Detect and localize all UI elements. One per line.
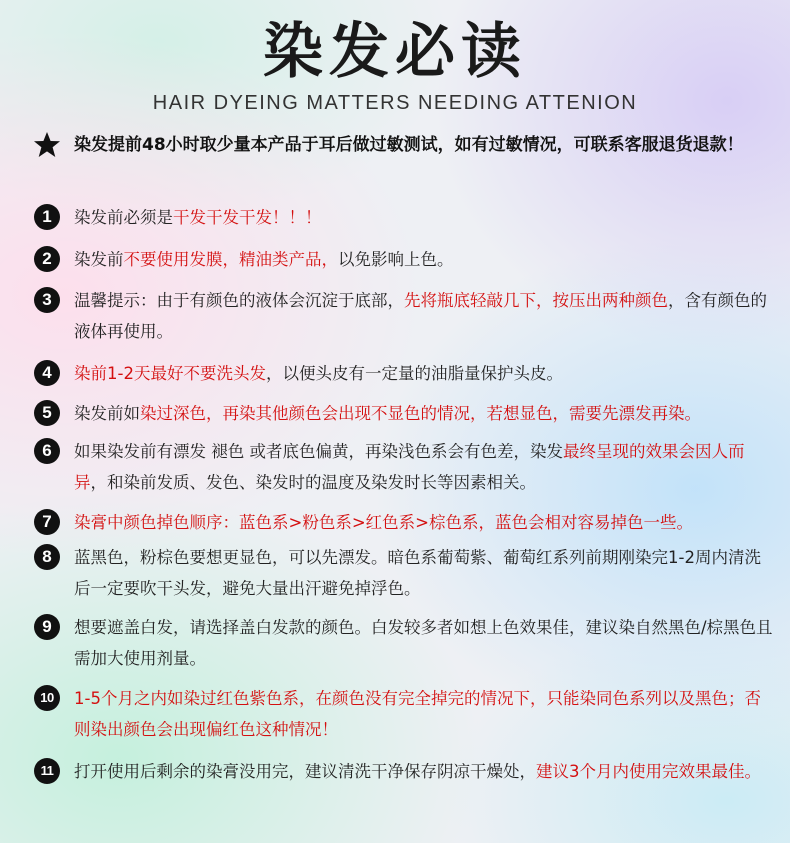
number-5-icon: 5 xyxy=(34,400,60,426)
notice-text-part: 染发前必须是 xyxy=(74,208,173,227)
notice-text xyxy=(74,683,774,745)
notice-text xyxy=(74,436,774,498)
number-8-icon: 8 xyxy=(34,544,60,570)
notice-item-9 xyxy=(34,612,774,674)
notice-text xyxy=(74,756,774,787)
notice-item-1 xyxy=(34,202,774,233)
notice-text-highlight: 染过深色，再染其他颜色会出现不显色的情况，若想显色，需要先漂发再染。 xyxy=(140,404,701,423)
page-title: 染发必读 xyxy=(263,17,527,87)
notice-text-part: 染发前如 xyxy=(74,404,140,423)
notice-item-2 xyxy=(34,244,774,275)
number-10-icon: 10 xyxy=(34,685,60,711)
notice-text xyxy=(74,130,774,161)
number-3-icon: 3 xyxy=(34,287,60,313)
notice-text-highlight: 不要使用发膜，精油类产品， xyxy=(123,250,338,269)
notice-text xyxy=(74,398,774,429)
notice-item-8 xyxy=(34,542,774,604)
notice-item-6 xyxy=(34,436,774,498)
notice-item-5 xyxy=(34,398,774,429)
notice-text-highlight: 染膏中颜色掉色顺序：蓝色系>粉色系>红色系>棕色系，蓝色会相对容易掉色一些。 xyxy=(74,513,693,532)
notice-text-part: 如果染发前有漂发 褪色 或者底色偏黄，再染浅色系会有色差，染发 xyxy=(74,442,563,461)
notice-text-highlight: 建议3个月内使用完效果最佳。 xyxy=(536,762,761,781)
notice-text-highlight: 染前1-2天最好不要洗头发 xyxy=(74,364,266,383)
notice-text-part: ，含有颜色的液体再使用。 xyxy=(74,291,767,341)
notice-text xyxy=(74,202,774,233)
notice-text-part: 以免影响上色。 xyxy=(338,250,454,269)
notice-text-highlight: 最终呈现的效果会因人而异 xyxy=(74,442,745,492)
notice-text-highlight: 先将瓶底轻敲几下，按压出两种颜色 xyxy=(404,291,668,310)
notice-item-4 xyxy=(34,358,774,389)
number-11-icon: 11 xyxy=(34,758,60,784)
notice-text xyxy=(74,244,774,275)
number-7-icon: 7 xyxy=(34,509,60,535)
notice-text-part: ，和染前发质、发色、染发时的温度及染发时长等因素相关。 xyxy=(90,473,536,492)
notice-item-allergy-test xyxy=(34,130,774,161)
notice-text-part: 染发前 xyxy=(74,250,124,269)
notice-text-part: ，以便头皮有一定量的油脂量保护头皮。 xyxy=(265,364,563,383)
notice-text-part: 蓝黑色，粉棕色要想更显色，可以先漂发。暗色系葡萄紫、葡萄红系列前期刚染完1-2周内清洗后一定要吹干头发，避免大量出汗避免掉浮色。 xyxy=(74,548,761,598)
notice-text-part: 染发提前48小时取少量本产品于耳后做过敏测试，如有过敏情况，可联系客服退货退款！ xyxy=(74,135,744,155)
notice-text-highlight: 1-5个月之内如染过红色紫色系，在颜色没有完全掉完的情况下，只能染同色系列以及黑色；否则染出颜色会出现偏红色这种情况！ xyxy=(74,689,761,739)
notice-text-part: 温馨提示：由于有颜色的液体会沉淀于底部， xyxy=(74,291,404,310)
notice-text xyxy=(74,507,774,538)
star-icon xyxy=(32,130,62,160)
notice-text-part: 想要遮盖白发，请选择盖白发款的颜色。白发较多者如想上色效果佳，建议染自然黑色/棕黑色且需加大使用剂量。 xyxy=(74,618,773,668)
notice-item-11 xyxy=(34,756,774,787)
notice-text-highlight: 干发干发干发！！！ xyxy=(173,208,322,227)
notice-item-10 xyxy=(34,683,774,745)
notice-text xyxy=(74,358,774,389)
page-subtitle: HAIR DYEING MATTERS NEEDING ATTENION xyxy=(152,92,638,114)
number-2-icon: 2 xyxy=(34,246,60,272)
number-4-icon: 4 xyxy=(34,360,60,386)
notice-text-part: 打开使用后剩余的染膏没用完，建议清洗干净保存阴凉干燥处， xyxy=(74,762,536,781)
notice-text xyxy=(74,612,774,674)
notice-item-3 xyxy=(34,285,774,347)
number-9-icon: 9 xyxy=(34,614,60,640)
notice-item-7 xyxy=(34,507,774,538)
number-1-icon: 1 xyxy=(34,204,60,230)
notice-text xyxy=(74,285,774,347)
notice-text xyxy=(74,542,774,604)
number-6-icon: 6 xyxy=(34,438,60,464)
